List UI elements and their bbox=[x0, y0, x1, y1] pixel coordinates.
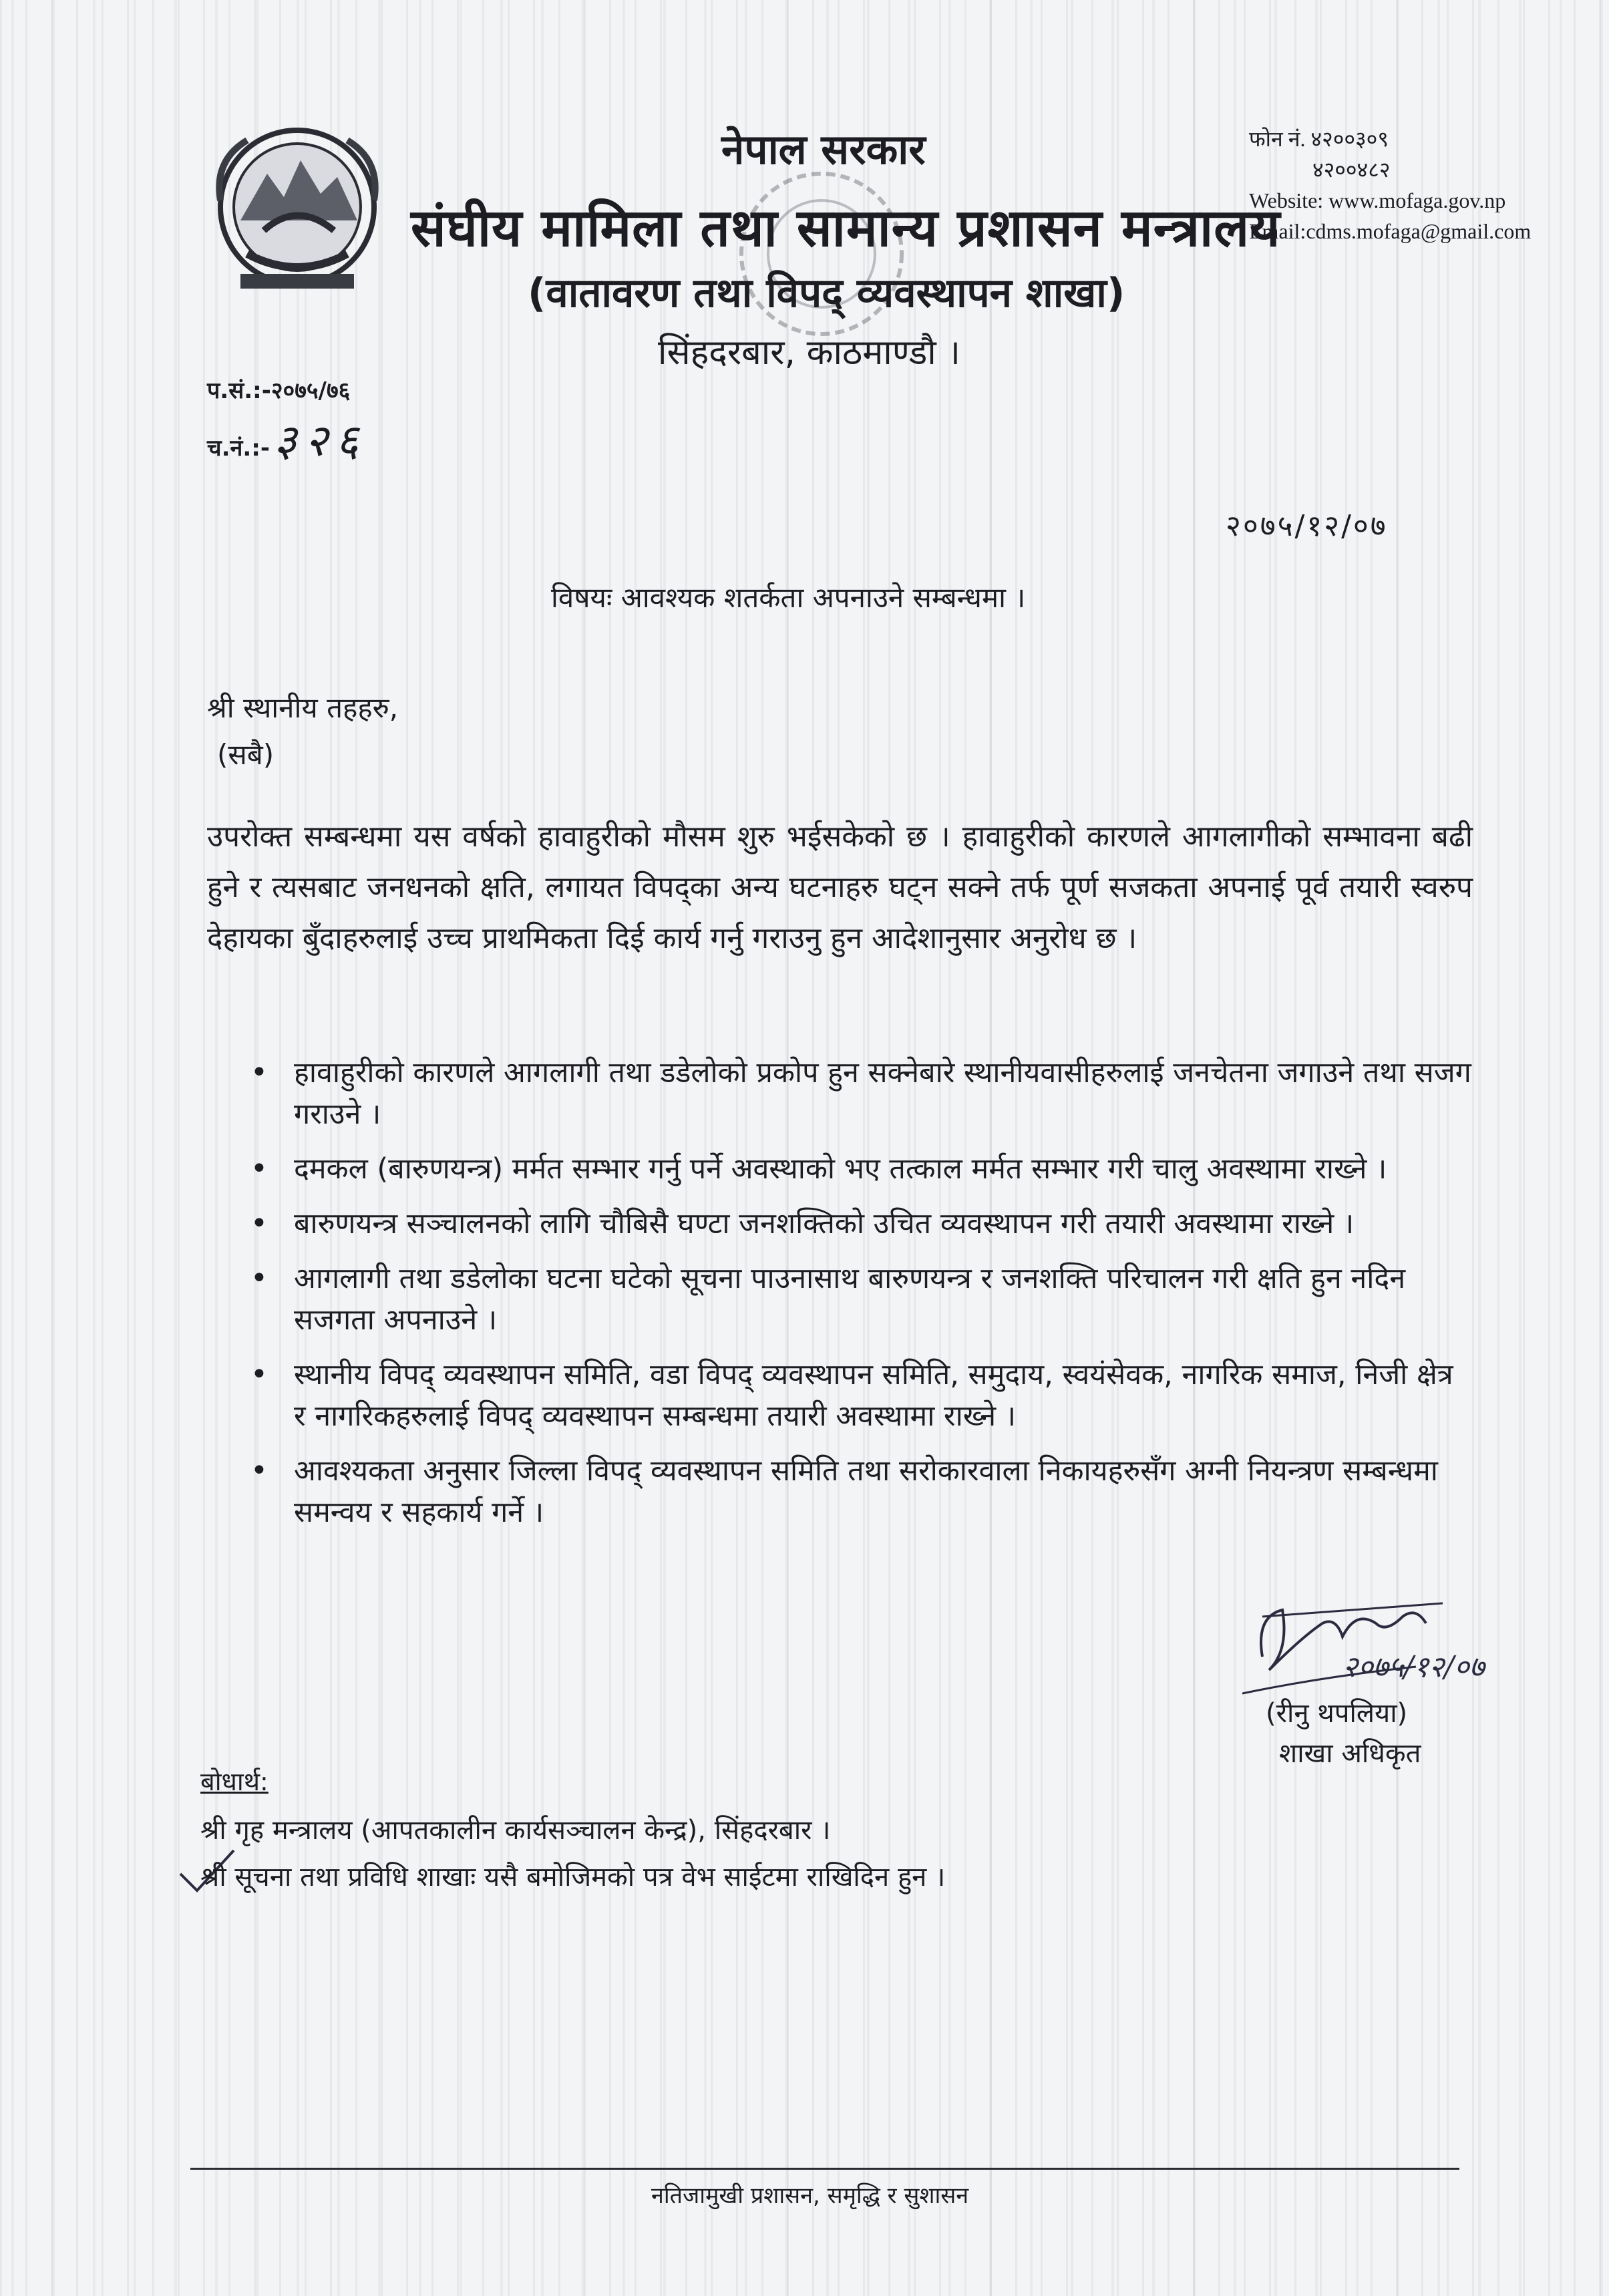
bullet-icon: • bbox=[250, 1357, 268, 1391]
contact-block bbox=[1249, 124, 1531, 247]
recipient-line-2: (सबै) bbox=[217, 738, 275, 771]
list-item: • हावाहुरीको कारणले आगलागी तथा डडेलोको प्रकोप हुन सक्नेबारे स्थानीयवासीहरुलाई जनचेतना जगाउने तथा सजग गराउने । bbox=[207, 1052, 1473, 1135]
bullet-icon: • bbox=[250, 1152, 268, 1186]
subject-line: विषयः आवश्यक शतर्कता अपनाउने सम्बन्धमा । bbox=[551, 581, 1026, 614]
email-text: Email:cdms.mofaga@gmail.com bbox=[1249, 219, 1532, 243]
bullet-icon: • bbox=[250, 1206, 268, 1241]
footer-motto: नतिजामुखी प्रशासन, समृद्धि र सुशासन bbox=[651, 2182, 969, 2209]
dispatch-number bbox=[207, 409, 367, 469]
phone-line-1: फोन नं. ४२००३०९ bbox=[1249, 127, 1389, 151]
dispatch-number-handwritten: ३२६ bbox=[274, 415, 367, 466]
government-name: नेपाल सरकार bbox=[721, 125, 926, 174]
footer-divider bbox=[190, 2168, 1459, 2170]
instruction-list bbox=[207, 1052, 1473, 1546]
signature-date: २०७५/१२/०७ bbox=[1343, 1650, 1485, 1684]
list-item: • आवश्यकता अनुसार जिल्ला विपद् व्यवस्थापन समिति तथा सरोकारवाला निकायहरुसँग अग्नी नियन्त्रण सम्बन्धमा समन्वय र सहकार्य गर्ने । bbox=[207, 1450, 1473, 1533]
dispatch-label: च.नं.:- bbox=[207, 435, 270, 462]
reference-number: प.सं.:-२०७५/७६ bbox=[207, 377, 351, 404]
signer-title: शाखा अधिकृत bbox=[1279, 1738, 1421, 1769]
nepal-government-emblem-icon bbox=[200, 120, 394, 301]
list-item: • आगलागी तथा डडेलोका घटना घटेको सूचना पाउनासाथ बारुणयन्त्र र जनशक्ति परिचालन गरी क्षति हुन नदिन सजगता अपनाउने । bbox=[207, 1258, 1473, 1341]
list-item: • स्थानीय विपद् व्यवस्थापन समिति, वडा विपद् व्यवस्थापन समिति, समुदाय, स्वयंसेवक, नागरिक समाज, निजी क्षेत्र र नागरिकहरुलाई विपद् व्यवस्थापन सम्बन्धमा तयारी अवस्थामा राख्ने । bbox=[207, 1354, 1473, 1437]
signer-name: (रीनु थपलिया) bbox=[1266, 1698, 1408, 1729]
letter-date: २०७५/१२/०७ bbox=[1226, 509, 1388, 543]
bullet-icon: • bbox=[250, 1454, 268, 1488]
body-paragraph: उपरोक्त सम्बन्धमा यस वर्षको हावाहुरीको मौसम शुरु भईसकेको छ । हावाहुरीको कारणले आगलागीको सम्भावना बढी हुने र त्यसबाट जनधनको क्षति, लगायत विपद्का अन्य घटनाहरु घट्न सक्ने तर्फ पूर्ण सजकता अपनाई पूर्व तयारी स्वरुप देहायका बुँदाहरुलाई उच्च प्राथमिकता दिई कार्य गर्नु गराउनु हुन आदेशानुसार अनुरोध छ । bbox=[207, 820, 1473, 955]
office-location: सिंहदरबार, काठमाण्डौ । bbox=[658, 333, 961, 373]
list-item: • दमकल (बारुणयन्त्र) मर्मत सम्भार गर्नु पर्ने अवस्थाको भए तत्काल मर्मत सम्भार गरी चालु अवस्थामा राख्ने । bbox=[207, 1148, 1473, 1190]
cc-label: बोधार्थ: bbox=[200, 1767, 269, 1796]
recipient-line-1: श्री स्थानीय तहहरु, bbox=[207, 691, 399, 724]
phone-line-2: ४२००४८२ bbox=[1312, 158, 1391, 182]
bullet-icon: • bbox=[250, 1055, 268, 1090]
bullet-icon: • bbox=[250, 1261, 268, 1295]
cc-line-1: श्री गृह मन्त्रालय (आपतकालीन कार्यसञ्चालन केन्द्र), सिंहदरबार । bbox=[200, 1815, 831, 1846]
list-item: • बारुणयन्त्र सञ्चालनको लागि चौबिसै घण्टा जनशक्तिको उचित व्यवस्थापन गरी तयारी अवस्थामा राख्ने । bbox=[207, 1203, 1473, 1245]
handwritten-signature-icon bbox=[1242, 1577, 1523, 1710]
cc-line-2: श्री सूचना तथा प्रविधि शाखाः यसै बमोजिमको पत्र वेभ साईटमा राखिदिन हुन । bbox=[200, 1862, 946, 1893]
ministry-name: संघीय मामिला तथा सामान्य प्रशासन मन्त्रालय bbox=[411, 198, 1281, 259]
website-text: Website: www.mofaga.gov.np bbox=[1249, 188, 1506, 212]
section-name: (वातावरण तथा विपद् व्यवस्थापन शाखा) bbox=[528, 270, 1125, 317]
